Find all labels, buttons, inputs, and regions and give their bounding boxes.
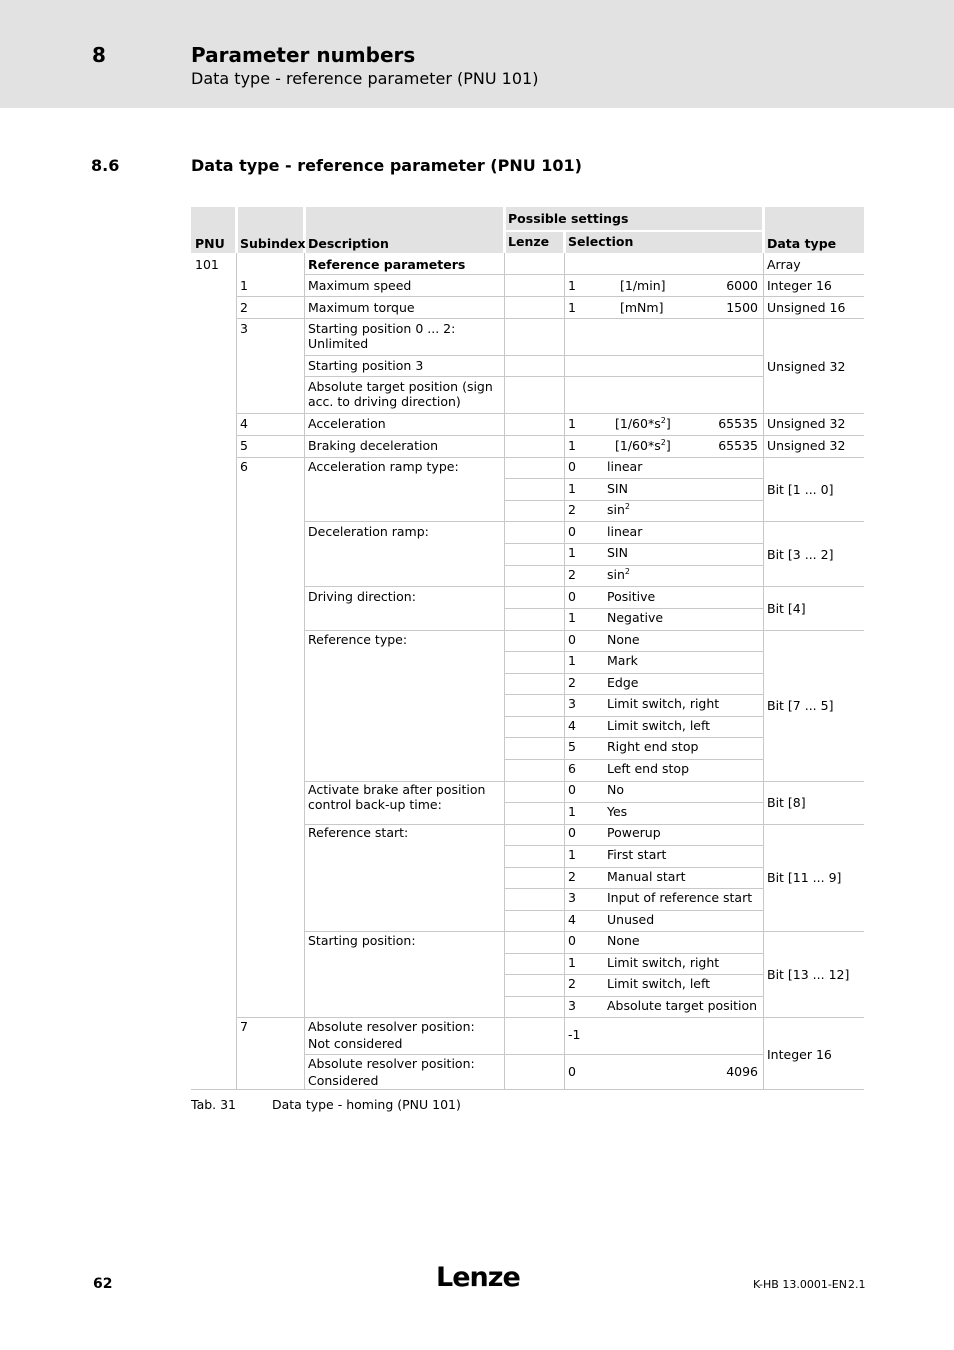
header-selection: Selection	[568, 234, 634, 249]
header-data-type: Data type	[767, 236, 837, 251]
col-line-5	[763, 253, 764, 1089]
starting-position-code-1: 1	[568, 955, 576, 970]
row-line-3	[236, 318, 864, 319]
reference-type-text-6: Left end stop	[607, 761, 690, 776]
description-line-15: Activate brake after position	[308, 782, 486, 797]
section-title: Data type - reference parameter (PNU 101)	[191, 156, 582, 175]
driving-direction-code-1: 1	[568, 610, 576, 625]
description-line-22: Considered	[308, 1073, 379, 1088]
reference-start-text-0: Powerup	[607, 825, 661, 840]
reference-start-code-2: 2	[568, 869, 576, 884]
subindex-7: 7	[240, 1019, 248, 1034]
data-type-13: Bit [13 ... 12]	[767, 967, 850, 982]
reference-start-code-1: 1	[568, 847, 576, 862]
description-line-2: Maximum speed	[308, 278, 412, 293]
description-line-3: Maximum torque	[308, 300, 415, 315]
reference-type-code-3: 3	[568, 696, 576, 711]
description-line-6: Starting position 3	[308, 358, 424, 373]
reference-start-text-1: First start	[607, 847, 667, 862]
row-line-8	[236, 457, 864, 458]
reference-type-text-5: Right end stop	[607, 739, 699, 754]
row-line-13	[504, 565, 763, 566]
chapter-subtitle: Data type - reference parameter (PNU 101)	[191, 69, 539, 88]
col-line-2	[304, 253, 305, 1089]
row-line-26	[504, 845, 763, 846]
lenze-logo: Lenze	[436, 1262, 520, 1293]
col-line-4	[564, 253, 565, 1089]
row-line-20	[504, 716, 763, 717]
data-type-4: Unsigned 32	[767, 359, 846, 374]
reference-type-text-2: Edge	[607, 675, 639, 690]
row-line-11	[304, 521, 864, 522]
description-line-7: Absolute target position (sign	[308, 379, 493, 394]
subindex-2: 2	[240, 300, 248, 315]
range-min-3: 1	[568, 416, 576, 431]
subindex-4: 4	[240, 416, 248, 431]
decel-ramp-text-2: $\sin^2$	[607, 566, 631, 582]
row-line-18	[504, 673, 763, 674]
section-number: 8.6	[91, 156, 120, 175]
reference-start-text-2: Manual start	[607, 869, 686, 884]
row-line-28	[504, 888, 763, 889]
driving-direction-text-0: Positive	[607, 589, 656, 604]
pnu-value: 101	[195, 257, 219, 272]
table-caption-text: Data type - homing (PNU 101)	[272, 1097, 461, 1112]
starting-position-code-3: 3	[568, 998, 576, 1013]
accel-ramp-text-2: $\sin^2$	[607, 501, 631, 517]
description-line-20: Not considered	[308, 1036, 403, 1051]
range-max-2: 1500	[726, 300, 758, 315]
row-line-17	[504, 651, 763, 652]
starting-position-text-1: Limit switch, right	[607, 955, 720, 970]
row-line-7	[236, 435, 864, 436]
reference-start-text-4: Unused	[607, 912, 655, 927]
reference-type-text-0: None	[607, 632, 640, 647]
row-line-27	[504, 867, 763, 868]
description-line-9: Acceleration	[308, 416, 386, 431]
brake-code-0: 0	[568, 782, 576, 797]
subindex-6: 6	[240, 459, 248, 474]
reference-type-code-6: 6	[568, 761, 576, 776]
row-line-14	[304, 586, 864, 587]
range-unit-4: $[1/60*s^2]$	[615, 437, 671, 453]
data-type-3: Unsigned 16	[767, 300, 846, 315]
description-line-13: Driving direction:	[308, 589, 416, 604]
data-type-11: Bit [8]	[767, 795, 806, 810]
document-id: K-HB 13.0001-EN	[753, 1278, 847, 1291]
reference-type-text-4: Limit switch, left	[607, 718, 711, 733]
header-possible-settings: Possible settings	[508, 211, 629, 226]
subindex-3: 3	[240, 321, 248, 336]
reference-type-code-4: 4	[568, 718, 576, 733]
resolver-min-considered: 0	[568, 1064, 576, 1079]
accel-ramp-code-1: 1	[568, 481, 576, 496]
row-line-1	[304, 274, 864, 275]
row-line-5	[304, 376, 763, 377]
reference-start-code-4: 4	[568, 912, 576, 927]
col-line-3	[504, 253, 505, 1089]
decel-ramp-code-2: 2	[568, 567, 576, 582]
reference-type-code-0: 0	[568, 632, 576, 647]
starting-position-text-0: None	[607, 933, 640, 948]
description-line-21: Absolute resolver position:	[308, 1056, 475, 1071]
data-type-9: Bit [4]	[767, 601, 806, 616]
description-line-12: Deceleration ramp:	[308, 524, 429, 539]
accel-ramp-code-0: 0	[568, 459, 576, 474]
description-line-14: Reference type:	[308, 632, 408, 647]
starting-position-code-2: 2	[568, 976, 576, 991]
accel-ramp-text-0: linear	[607, 459, 643, 474]
row-line-19	[504, 694, 763, 695]
row-line-2	[236, 296, 864, 297]
subindex-1: 1	[240, 278, 248, 293]
range-max-1: 6000	[726, 278, 758, 293]
description-line-10: Braking deceleration	[308, 438, 439, 453]
brake-text-1: Yes	[607, 804, 628, 819]
row-line-10	[504, 500, 763, 501]
description-line-17: Reference start:	[308, 825, 409, 840]
reference-start-code-0: 0	[568, 825, 576, 840]
row-line-35	[304, 1054, 763, 1055]
data-type-12: Bit [11 ... 9]	[767, 870, 842, 885]
decel-ramp-text-2-exponent: 2	[624, 566, 631, 576]
resolver-value-not-considered: -1	[568, 1027, 581, 1042]
data-type-7: Bit [1 ... 0]	[767, 482, 834, 497]
brake-text-0: No	[607, 782, 624, 797]
row-line-9	[504, 478, 763, 479]
resolver-max-considered: 4096	[726, 1064, 758, 1079]
reference-type-code-5: 5	[568, 739, 576, 754]
row-line-12	[504, 543, 763, 544]
driving-direction-code-0: 0	[568, 589, 576, 604]
table-caption-label: Tab. 31	[191, 1097, 237, 1112]
description-line-16: control back-up time:	[308, 797, 442, 812]
data-type-5: Unsigned 32	[767, 416, 846, 431]
range-min-2: 1	[568, 300, 576, 315]
row-line-24	[504, 802, 763, 803]
starting-position-text-2: Limit switch, left	[607, 976, 711, 991]
row-line-21	[504, 737, 763, 738]
chapter-number: 8	[92, 43, 106, 67]
driving-direction-text-1: Negative	[607, 610, 664, 625]
range-unit-4-exponent: 2	[660, 437, 666, 447]
range-unit-3: $[1/60*s^2]$	[615, 415, 671, 431]
row-line-30	[304, 931, 864, 932]
decel-ramp-text-0: linear	[607, 524, 643, 539]
range-max-4: 65535	[718, 438, 758, 453]
header-subindex: Subindex	[240, 236, 306, 251]
range-max-3: 65535	[718, 416, 758, 431]
row-line-36	[191, 1089, 864, 1090]
col-line-1	[236, 253, 237, 1089]
header-description: Description	[308, 236, 389, 251]
data-type-14: Integer 16	[767, 1047, 832, 1062]
header-lenze: Lenze	[508, 234, 550, 249]
row-line-33	[504, 996, 763, 997]
reference-type-text-1: Mark	[607, 653, 638, 668]
range-min-1: 1	[568, 278, 576, 293]
reference-type-code-2: 2	[568, 675, 576, 690]
decel-ramp-text-1: SIN	[607, 545, 628, 560]
row-line-29	[504, 910, 763, 911]
row-line-16	[304, 630, 864, 631]
starting-position-code-0: 0	[568, 933, 576, 948]
subindex-5: 5	[240, 438, 248, 453]
description-line-5: Unlimited	[308, 336, 369, 351]
reference-start-code-3: 3	[568, 890, 576, 905]
range-unit-2: [mNm]	[620, 300, 664, 315]
document-version: 2.1	[848, 1278, 866, 1291]
row-line-15	[504, 608, 763, 609]
reference-start-text-3: Input of reference start	[607, 890, 753, 905]
description-line-4: Starting position 0 ... 2:	[308, 321, 456, 336]
accel-ramp-code-2: 2	[568, 502, 576, 517]
accel-ramp-text-1: SIN	[607, 481, 628, 496]
row-line-32	[504, 974, 763, 975]
decel-ramp-code-0: 0	[568, 524, 576, 539]
reference-type-text-3: Limit switch, right	[607, 696, 720, 711]
chapter-title: Parameter numbers	[191, 43, 416, 67]
row-line-31	[504, 953, 763, 954]
decel-ramp-code-1: 1	[568, 545, 576, 560]
row-line-6	[236, 413, 864, 414]
description-line-18: Starting position:	[308, 933, 416, 948]
accel-ramp-text-2-exponent: 2	[624, 501, 631, 511]
brake-code-1: 1	[568, 804, 576, 819]
description-line-8: acc. to driving direction)	[308, 394, 461, 409]
data-type-8: Bit [3 ... 2]	[767, 547, 834, 562]
range-unit-3-exponent: 2	[660, 415, 666, 425]
data-type-2: Integer 16	[767, 278, 832, 293]
description-line-11: Acceleration ramp type:	[308, 459, 459, 474]
data-type-1: Array	[767, 257, 801, 272]
row-line-34	[236, 1017, 864, 1018]
range-unit-1: [1/min]	[620, 278, 666, 293]
page-number: 62	[93, 1276, 113, 1292]
header-pnu: PNU	[195, 236, 225, 251]
row-line-22	[504, 759, 763, 760]
data-type-6: Unsigned 32	[767, 438, 846, 453]
range-min-4: 1	[568, 438, 576, 453]
description-line-19: Absolute resolver position:	[308, 1019, 475, 1034]
description-line-1: Reference parameters	[308, 257, 466, 272]
data-type-10: Bit [7 ... 5]	[767, 698, 834, 713]
reference-type-code-1: 1	[568, 653, 576, 668]
starting-position-text-3: Absolute target position	[607, 998, 758, 1013]
row-line-4	[304, 355, 763, 356]
